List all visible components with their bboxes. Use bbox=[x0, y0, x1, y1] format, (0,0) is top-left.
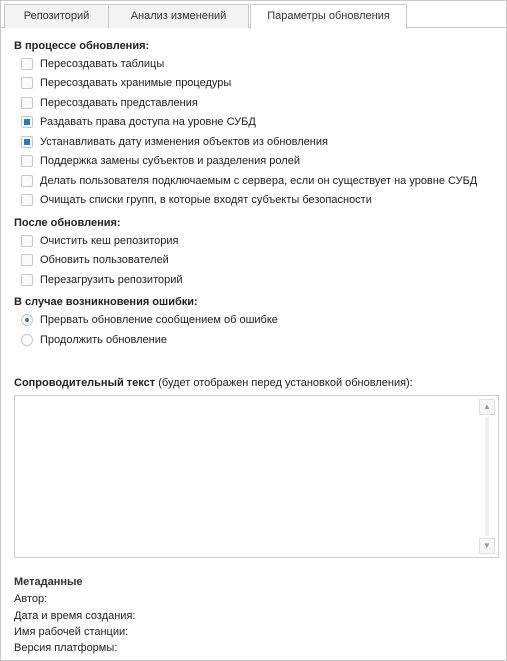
checkbox[interactable] bbox=[21, 194, 33, 206]
radio-selected[interactable] bbox=[21, 314, 33, 326]
option-label: Пересоздавать представления bbox=[40, 97, 198, 109]
radio[interactable] bbox=[21, 334, 33, 346]
option-recreate-tables[interactable] bbox=[21, 56, 164, 72]
metadata-author: Автор: bbox=[14, 593, 48, 605]
accompanying-text-area[interactable] bbox=[14, 395, 499, 558]
scroll-down-icon[interactable]: ▼ bbox=[479, 538, 495, 554]
option-label: Прервать обновление сообщением об ошибке bbox=[40, 314, 278, 326]
option-reload-repository[interactable] bbox=[21, 272, 183, 288]
checkbox[interactable] bbox=[21, 155, 33, 167]
option-label: Поддержка замены субъектов и разделения ролей bbox=[40, 155, 300, 167]
option-abort-update[interactable] bbox=[21, 312, 278, 328]
option-continue-update[interactable] bbox=[21, 332, 167, 348]
scroll-up-icon[interactable]: ▲ bbox=[479, 399, 495, 415]
checkbox[interactable] bbox=[21, 235, 33, 247]
option-recreate-procedures[interactable] bbox=[21, 75, 231, 91]
checkbox[interactable] bbox=[21, 175, 33, 187]
option-clear-cache[interactable] bbox=[21, 233, 179, 249]
option-label: Очистить кеш репозитория bbox=[40, 235, 179, 247]
option-recreate-views[interactable] bbox=[21, 95, 198, 111]
metadata-title: Метаданные bbox=[14, 576, 83, 588]
scroll-track[interactable] bbox=[485, 417, 489, 536]
option-label: Обновить пользователей bbox=[40, 254, 169, 266]
option-label: Очищать списки групп, в которые входят субъекты безопасности bbox=[40, 194, 372, 206]
tab-update-parameters[interactable]: Параметры обновления bbox=[250, 4, 407, 29]
option-label: Продолжить обновление bbox=[40, 334, 168, 346]
checkbox[interactable] bbox=[21, 274, 33, 286]
option-label: Пересоздавать хранимые процедуры bbox=[40, 77, 232, 89]
metadata-created: Дата и время создания: bbox=[14, 610, 136, 622]
option-label: Делать пользователя подключаемым с сервера, если он существует на уровне СУБД bbox=[40, 175, 478, 187]
metadata-platform: Версия платформы: bbox=[14, 642, 118, 654]
memo-caption-rest: (будет отображен перед установкой обновления): bbox=[155, 377, 413, 389]
metadata-workstation: Имя рабочей станции: bbox=[14, 626, 129, 638]
option-label: Раздавать права доступа на уровне СУБД bbox=[40, 116, 256, 128]
checkbox[interactable] bbox=[21, 58, 33, 70]
memo-caption-bold: Сопроводительный текст bbox=[14, 377, 156, 389]
option-grant-rights[interactable] bbox=[21, 114, 256, 130]
tab-bar bbox=[1, 1, 506, 28]
memo-caption bbox=[14, 377, 413, 389]
error-section-title: В случае возникновения ошибки: bbox=[14, 296, 198, 308]
after-section-title: После обновления: bbox=[14, 217, 121, 229]
tab-repository[interactable]: Репозиторий bbox=[4, 4, 109, 28]
checkbox[interactable] bbox=[21, 97, 33, 109]
checkbox-checked[interactable] bbox=[21, 116, 33, 128]
option-set-change-date[interactable] bbox=[21, 134, 328, 150]
option-label: Устанавливать дату изменения объектов из обновления bbox=[40, 136, 328, 148]
option-subject-replacement[interactable] bbox=[21, 153, 300, 169]
vertical-scrollbar[interactable] bbox=[479, 399, 495, 554]
option-label: Пересоздавать таблицы bbox=[40, 58, 165, 70]
option-update-users[interactable] bbox=[21, 252, 169, 268]
checkbox[interactable] bbox=[21, 77, 33, 89]
checkbox-checked[interactable] bbox=[21, 136, 33, 148]
option-clear-group-lists[interactable] bbox=[21, 192, 372, 208]
tab-change-analysis[interactable]: Анализ изменений bbox=[108, 4, 249, 28]
checkbox[interactable] bbox=[21, 254, 33, 266]
option-server-connectable-user[interactable] bbox=[21, 173, 477, 189]
update-section-title: В процессе обновления: bbox=[14, 40, 150, 52]
option-label: Перезагрузить репозиторий bbox=[40, 274, 183, 286]
